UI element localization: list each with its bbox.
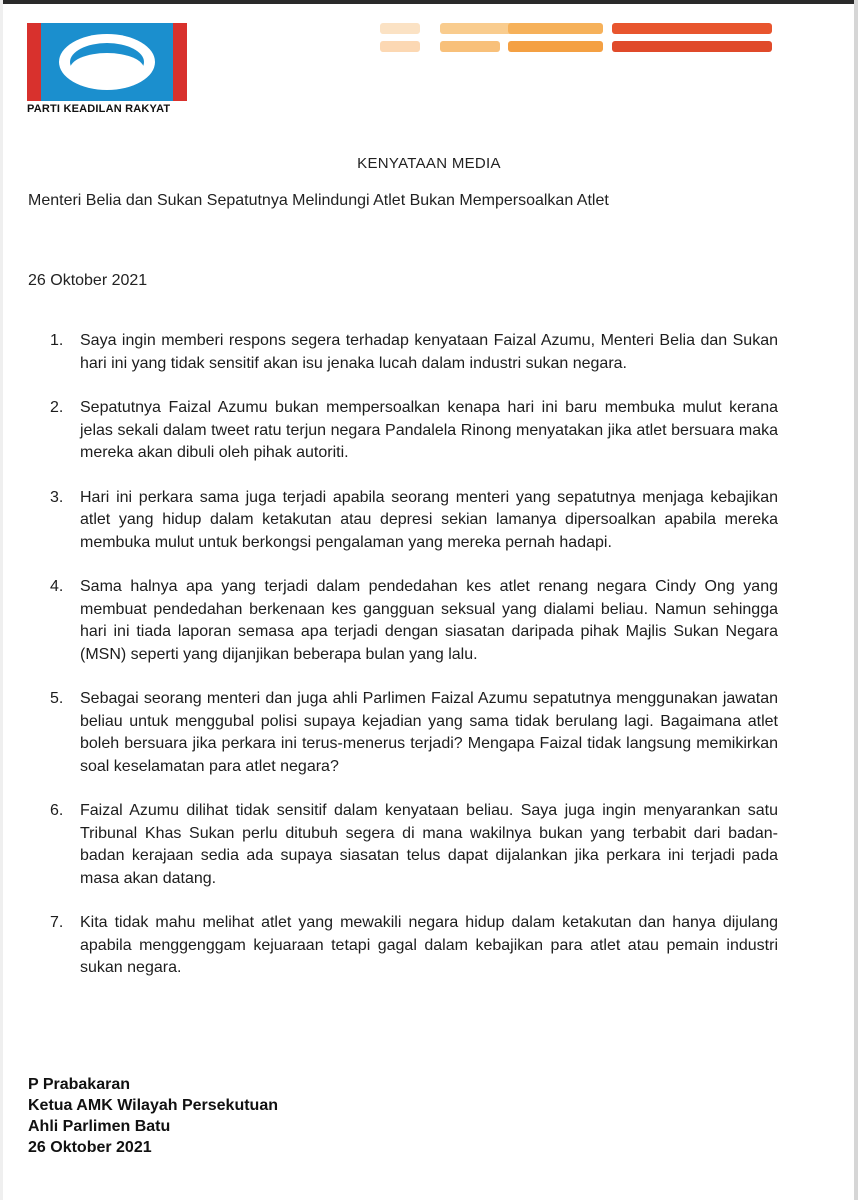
point-text: Faizal Azumu dilihat tidak sensitif dalam kenyataan beliau. Saya juga ingin menyarankan satu Tribunal Khas Sukan perlu ditubuh segera di mana wakilnya bukan yang terbabit dari badan-badan kerajaan sedia ada supaya siasatan telus dapat dijalankan jika perkara ini terjadi pada masa akan datang. [80,802,778,887]
point-number: 6. [50,802,64,819]
page-top-border [0,0,858,4]
point-number: 7. [50,914,64,931]
signatory-name: P Prabakaran [28,1076,130,1093]
statement-point [50,912,778,980]
point-text: Sepatutnya Faizal Azumu bukan mempersoalkan kenapa hari ini baru membuka mulut kerana jelas sekali dalam tweet ratu terjun negara Pandalela Rinong menyatakan jika atlet bersuara maka mereka akan dibuli oleh pihak autoriti. [80,399,778,461]
stripe [612,23,772,34]
statement-point [50,397,778,465]
stripe [612,41,772,52]
logo-eye-icon [41,23,173,101]
signatory-title: Ahli Parlimen Batu [28,1118,171,1135]
statement-headline: Menteri Belia dan Sukan Sepatutnya Melindungi Atlet Bukan Mempersoalkan Atlet [28,192,609,209]
stripe [440,41,500,52]
point-number: 3. [50,488,64,506]
statement-point [50,330,778,375]
statement-point [50,576,778,666]
signature-date: 26 Oktober 2021 [28,1139,152,1156]
stripe [508,23,603,34]
point-text: Kita tidak mahu melihat atlet yang mewakili negara hidup dalam ketakutan dan hanya dijulang apabila menggenggam kejuaraan tetapi gagal dalam kebajikan para atlet atau pemain industri sukan negara. [80,914,778,976]
header-stripes [380,23,772,53]
statement-date: 26 Oktober 2021 [28,272,148,289]
logo-red-bar-left [27,23,41,101]
page-left-border [0,0,3,1200]
pkr-logo-icon [27,23,187,101]
point-number: 2. [50,399,64,416]
statement-point [50,800,778,890]
logo-red-bar-right [173,23,187,101]
point-text: Saya ingin memberi respons segera terhadap kenyataan Faizal Azumu, Menteri Belia dan Sukan hari ini yang tidak sensitif akan isu jenaka lucah dalam industri sukan negara. [80,332,778,372]
page-right-border [854,0,858,1200]
statement-point [50,688,778,778]
point-text: Hari ini perkara sama juga terjadi apabila seorang menteri yang sepatutnya menjaga kebajikan atlet yang hidup dalam ketakutan atau depresi sekian lamanya dipersoalkan apabila mereka membuka mulut untuk berkongsi pengalaman yang mereka pernah hadapi. [80,488,778,551]
signatory-role: Ketua AMK Wilayah Persekutuan [28,1097,278,1114]
stripe [508,41,603,52]
point-number: 1. [50,332,64,349]
signature-block [28,1074,278,1158]
stripe [380,41,420,52]
statement-title: KENYATAAN MEDIA [357,155,501,172]
statement-points [50,330,778,980]
point-number: 5. [50,690,64,707]
point-text: Sama halnya apa yang terjadi dalam pendedahan kes atlet renang negara Cindy Ong yang membuat pendedahan berkenaan kes gangguan seksual yang dialami beliau. Namun sehingga hari ini tiada laporan semasa apa terjadi dengan siasatan daripada pihak Majlis Sukan Negara (MSN) seperti yang dijanjikan beberapa bulan yang lalu. [80,578,778,663]
logo-blue-panel [41,23,173,101]
stripe [380,23,420,34]
party-name: PARTI KEADILAN RAKYAT [27,103,171,115]
point-number: 4. [50,578,64,595]
point-text: Sebagai seorang menteri dan juga ahli Parlimen Faizal Azumu sepatutnya menggunakan jawatan beliau untuk menggubal polisi supaya kejadian yang sama tidak berulang lagi. Bagaimana atlet boleh bersuara jika perkara ini terus-menerus terjadi? Mengapa Faizal tidak langsung memikirkan soal keselamatan para atlet negara? [80,690,778,775]
statement-point [50,487,778,555]
